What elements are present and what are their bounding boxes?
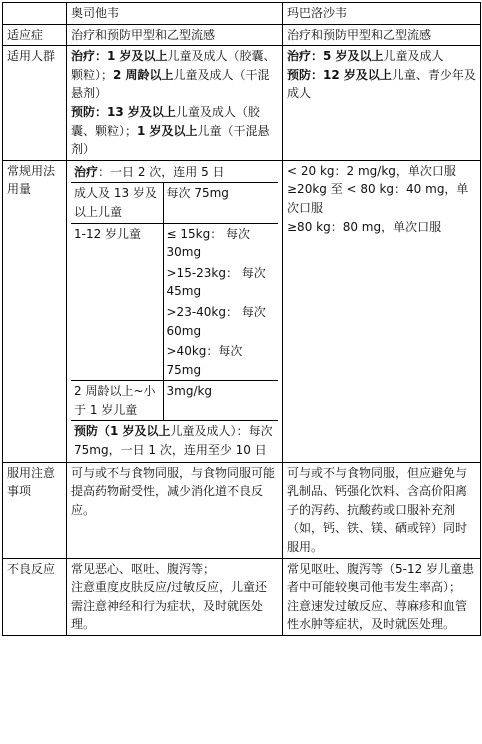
notes-oseltamivir: 可与或不与食物同服，与食物同服可能提高药物耐受性，减少消化道不良反应。 [67, 462, 283, 558]
population-label: 适用人群 [3, 46, 67, 161]
dosage-amount: >23-40kg： 每次 60mg [163, 302, 278, 341]
baloxavir-treat-population: 治疗：5 岁及以上儿童及成人 [287, 49, 444, 64]
header-oseltamivir: 奥司他韦 [67, 3, 283, 25]
dosage-treat-header: 治疗：一日 2 次，连用 5 日 [71, 162, 278, 183]
oseltamivir-prevent-population: 预防：13 岁及以上儿童及成人（胶囊、颗粒）；1 岁及以上儿童（干混悬剂） [71, 104, 270, 157]
dosage-row-adult [71, 183, 278, 223]
baloxavir-dose-line: ≥20kg 至 < 80 kg：40 mg，单次口服 [287, 182, 469, 215]
header-row [3, 3, 481, 25]
adverse-line: 常见恶心、呕吐、腹泻等； [71, 561, 216, 576]
dosage-amount: ≤ 15kg： 每次 30mg [163, 223, 278, 263]
dosage-amount: >40kg：每次 75mg [163, 341, 278, 381]
population-row [3, 46, 481, 161]
adverse-baloxavir [283, 558, 481, 635]
population-baloxavir [283, 46, 481, 161]
adverse-line: 注意重度皮肤反应/过敏反应，儿童还需注意神经和行为症状，及时就医处理。 [71, 580, 268, 632]
dosage-amount: 3mg/kg [163, 381, 278, 421]
header-blank-cell [3, 3, 67, 25]
dosage-oseltamivir [67, 160, 283, 462]
dosage-amount: >15-23kg： 每次 45mg [163, 263, 278, 302]
drug-comparison-table [2, 2, 481, 636]
dosage-baloxavir [283, 160, 481, 462]
indication-oseltamivir: 治疗和预防甲型和乙型流感 [67, 24, 283, 46]
dosage-row-child [71, 223, 278, 263]
dosage-amount: 每次 75mg [163, 183, 278, 223]
adverse-oseltamivir [67, 558, 283, 635]
adverse-line: 常见呕吐、腹泻等（5-12 岁儿童患者中可能较奥司他韦发生率高）； [287, 561, 475, 595]
dosage-row [3, 160, 481, 462]
adverse-line: 注意速发过敏反应、荨麻疹和血管性水肿等症状，及时就医处理。 [287, 598, 468, 632]
indication-label: 适应症 [3, 24, 67, 46]
baloxavir-prevent-population: 预防：12 岁及以上儿童、青少年及成人 [287, 67, 476, 101]
baloxavir-dose-line: ≥80 kg：80 mg，单次口服 [287, 219, 442, 234]
indication-baloxavir: 治疗和预防甲型和乙型流感 [283, 24, 481, 46]
notes-row [3, 462, 481, 558]
dosage-treat-header-row [71, 162, 278, 183]
baloxavir-dose-line: < 20 kg：2 mg/kg，单次口服 [287, 163, 456, 178]
dosage-prevent-row [71, 421, 278, 461]
header-baloxavir: 玛巴洛沙韦 [283, 3, 481, 25]
dosage-group: 1-12 岁儿童 [71, 223, 163, 381]
oseltamivir-dosage-table [71, 162, 278, 461]
population-oseltamivir [67, 46, 283, 161]
dosage-group: 成人及 13 岁及以上儿童 [71, 183, 163, 223]
dosage-label: 常规用法用量 [3, 160, 67, 462]
dosage-row-infant [71, 381, 278, 421]
dosage-group: 2 周龄以上~小于 1 岁儿童 [71, 381, 163, 421]
oseltamivir-treat-population: 治疗：1 岁及以上儿童及成人（胶囊、颗粒）；2 周龄以上儿童及成人（干混悬剂） [71, 49, 276, 101]
notes-label: 服用注意事项 [3, 462, 67, 558]
adverse-row [3, 558, 481, 635]
indication-row [3, 24, 481, 46]
adverse-label: 不良反应 [3, 558, 67, 635]
notes-baloxavir: 可与或不与食物同服，但应避免与乳制品、钙强化饮料、含高价阳离子的泻药、抗酸药或口服补充剂（如，钙、铁、镁、硒或锌）同时服用。 [283, 462, 481, 558]
dosage-prevent: 预防（1 岁及以上儿童及成人）：每次 75mg，一日 1 次，连用至少 10 日 [71, 421, 278, 461]
